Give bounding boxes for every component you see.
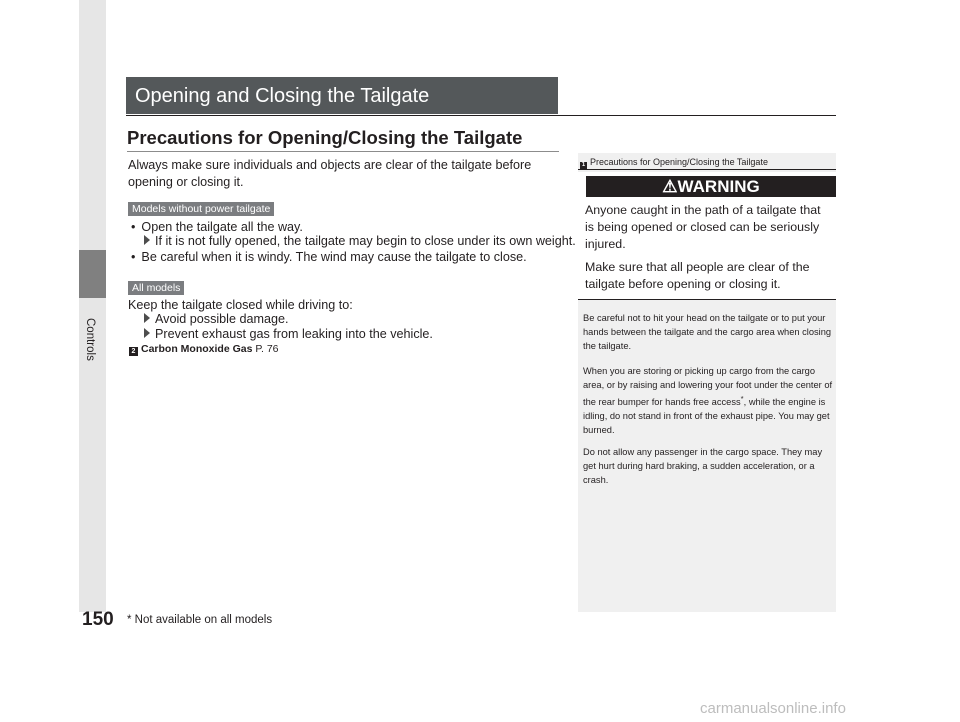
sidebar-label: Controls (84, 318, 96, 361)
warning-text-2: Make sure that all people are clear of the tailgate before opening or closing it. (585, 260, 810, 291)
sidebar-tab-marker (79, 250, 106, 298)
bullet-dot-icon: • (131, 250, 136, 264)
tag-models-without-power-tailgate: Models without power tailgate (128, 202, 274, 216)
side-note-header (580, 157, 768, 169)
reference-icon: 2 (129, 347, 138, 356)
cross-reference-link[interactable] (129, 343, 279, 356)
sub-item-text: If it is not fully opened, the tailgate may begin to close under its own weight. (155, 234, 576, 248)
warning-text-1: Anyone caught in the path of a tailgate that is being opened or closed can be seriously injured. (585, 203, 821, 251)
bullet-item (131, 249, 527, 266)
sidebar-strip (79, 0, 106, 612)
side-note-paragraph: Be careful not to hit your head on the tailgate or to put your hands between the tailgate and the cargo area when closing the tailgate. (583, 313, 832, 351)
banner-divider (126, 115, 836, 116)
section-title: Opening and Closing the Tailgate (126, 77, 558, 114)
side-note-text: When you are storing or picking up cargo from the cargo area, or by raising and lowering your foot under the center of the rear bumper for hands free access (583, 366, 833, 408)
side-note-divider (578, 169, 836, 170)
side-note-paragraph: Do not allow any passenger in the cargo space. They may get hurt during hard braking, a sudden acceleration, or a crash. (583, 447, 823, 485)
warning-triangle-icon: ⚠ (662, 177, 678, 196)
watermark: carmanualsonline.info (700, 700, 846, 717)
arrow-right-icon (144, 235, 150, 245)
bullet-text: Be careful when it is windy. The wind may cause the tailgate to close. (141, 250, 527, 264)
footnote-marker: * (740, 394, 744, 403)
sub-item (144, 233, 576, 250)
reference-page: P. 76 (255, 343, 279, 355)
arrow-right-icon (144, 313, 150, 323)
footnote: * Not available on all models (127, 614, 273, 626)
sub-item (144, 326, 433, 343)
warning-label: WARNING (677, 177, 760, 196)
intro-paragraph: Always make sure individuals and objects are clear of the tailgate before opening or closing it. (128, 158, 532, 189)
heading-divider (127, 151, 559, 152)
side-note-text: , while the engine is idling, do not stand in front of the exhaust pipe. You may get burned. (583, 397, 830, 436)
arrow-right-icon (144, 328, 150, 338)
sub-item-text: Avoid possible damage. (155, 312, 289, 326)
side-note-paragraph (583, 364, 833, 437)
side-note-header-text: Precautions for Opening/Closing the Tailgate (590, 157, 768, 167)
note-icon: 1 (581, 162, 586, 168)
page-heading: Precautions for Opening/Closing the Tailgate (127, 127, 523, 148)
sub-item-text: Prevent exhaust gas from leaking into the vehicle. (155, 327, 433, 341)
page-number: 150 (82, 609, 114, 630)
tag-all-models: All models (128, 281, 184, 295)
reference-title: Carbon Monoxide Gas (141, 343, 253, 355)
keep-closed-text: Keep the tailgate closed while driving to: (128, 298, 353, 312)
bullet-dot-icon: • (131, 220, 136, 234)
warning-banner (586, 176, 836, 197)
bullet-text: Open the tailgate all the way. (141, 220, 303, 234)
